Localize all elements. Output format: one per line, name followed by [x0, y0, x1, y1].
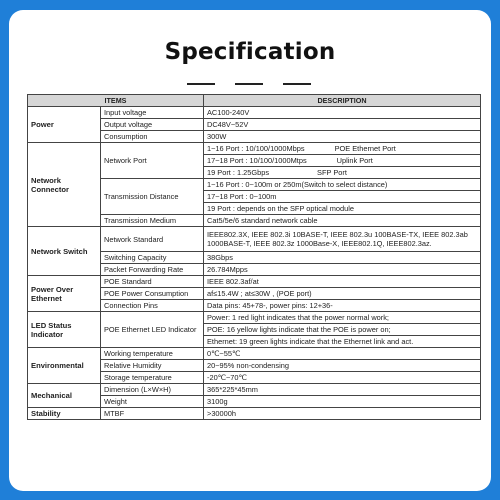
- item-value: [204, 155, 481, 167]
- item-value: [204, 143, 481, 155]
- items-header: ITEMS: [28, 95, 204, 107]
- page-title: Specification: [164, 39, 336, 65]
- table-row: [28, 107, 481, 119]
- item-value: 365*225*45mm: [204, 384, 481, 396]
- item-label: POE Ethernet LED Indicator: [101, 312, 204, 348]
- title-divider: [235, 83, 263, 85]
- item-value: 26.784Mpps: [204, 264, 481, 276]
- item-value: AC100-240V: [204, 107, 481, 119]
- item-value: IEEE802.3X, IEEE 802.3i 10BASE-T, IEEE 802.3u 100BASE-TX, IEEE 802.3ab 1000BASE-T, IEEE 802.3z 1000Base-X, IEEE802.1Q, IEEE802.3az.: [204, 227, 481, 252]
- table-row: [28, 348, 481, 360]
- item-value: Data pins: 45+78-, power pins: 12+36-: [204, 300, 481, 312]
- item-label: Transmission Medium: [101, 215, 204, 227]
- category-stability: Stability: [28, 408, 101, 420]
- category-led: LED Status Indicator: [28, 312, 101, 348]
- item-value: 38Gbps: [204, 252, 481, 264]
- item-value: IEEE 802.3af/at: [204, 276, 481, 288]
- category-power: Power: [28, 107, 101, 143]
- item-value: Ethernet: 19 green lights indicate that the Ethernet link and act.: [204, 336, 481, 348]
- category-environmental: Environmental: [28, 348, 101, 384]
- table-row: [28, 276, 481, 288]
- description-header: DESCRIPTION: [204, 95, 481, 107]
- item-value: 0℃~55℃: [204, 348, 481, 360]
- item-value: -20℃~70℃: [204, 372, 481, 384]
- item-label: Dimension (L×W×H): [101, 384, 204, 396]
- category-network-connector: Network Connector: [28, 143, 101, 227]
- item-label: Working temperature: [101, 348, 204, 360]
- spec-card: [9, 10, 491, 491]
- item-value: Cat5/5e/6 standard network cable: [204, 215, 481, 227]
- item-label: Consumption: [101, 131, 204, 143]
- item-label: Input voltage: [101, 107, 204, 119]
- item-label: Weight: [101, 396, 204, 408]
- item-label: Transmission Distance: [101, 179, 204, 215]
- table-row: [28, 143, 481, 155]
- table-row: [28, 408, 481, 420]
- item-label: Network Standard: [101, 227, 204, 252]
- table-header-row: [28, 95, 481, 107]
- table-row: [28, 227, 481, 252]
- title-divider: [187, 83, 215, 85]
- item-value: af≤15.4W ; at≤30W , (POE port): [204, 288, 481, 300]
- item-value: 1~16 Port : 0~100m or 250m(Switch to select distance): [204, 179, 481, 191]
- category-mechanical: Mechanical: [28, 384, 101, 408]
- port-type: POE Ethernet Port: [334, 144, 396, 153]
- item-value: DC48V~52V: [204, 119, 481, 131]
- item-value: 3100g: [204, 396, 481, 408]
- table-row: [28, 384, 481, 396]
- item-label: Connection Pins: [101, 300, 204, 312]
- item-value: 19 Port : depends on the SFP optical module: [204, 203, 481, 215]
- category-poe: Power Over Ethernet: [28, 276, 101, 312]
- item-label: POE Standard: [101, 276, 204, 288]
- category-network-switch: Network Switch: [28, 227, 101, 276]
- item-value: 20~95% non-condensing: [204, 360, 481, 372]
- item-label: Packet Forwarding Rate: [101, 264, 204, 276]
- item-label: Output voltage: [101, 119, 204, 131]
- port-speed: 1~16 Port : 10/100/1000Mbps: [207, 144, 305, 153]
- item-label: Relative Humidity: [101, 360, 204, 372]
- item-label: POE Power Consumption: [101, 288, 204, 300]
- item-value: POE: 16 yellow lights indicate that the POE is power on;: [204, 324, 481, 336]
- spec-table: [27, 94, 481, 420]
- port-speed: 17~18 Port : 10/100/1000Mtps: [207, 156, 307, 165]
- item-label: Storage temperature: [101, 372, 204, 384]
- item-value: >30000h: [204, 408, 481, 420]
- port-type: Uplink Port: [336, 156, 373, 165]
- item-label: Switching Capacity: [101, 252, 204, 264]
- item-value: 300W: [204, 131, 481, 143]
- table-row: [28, 312, 481, 324]
- item-label: MTBF: [101, 408, 204, 420]
- item-value: [204, 167, 481, 179]
- title-divider: [283, 83, 311, 85]
- port-type: SFP Port: [317, 168, 347, 177]
- item-value: Power: 1 red light indicates that the power normal work;: [204, 312, 481, 324]
- port-speed: 19 Port : 1.25Gbps: [207, 168, 270, 177]
- item-value: 17~18 Port : 0~100m: [204, 191, 481, 203]
- item-label: Network Port: [101, 143, 204, 179]
